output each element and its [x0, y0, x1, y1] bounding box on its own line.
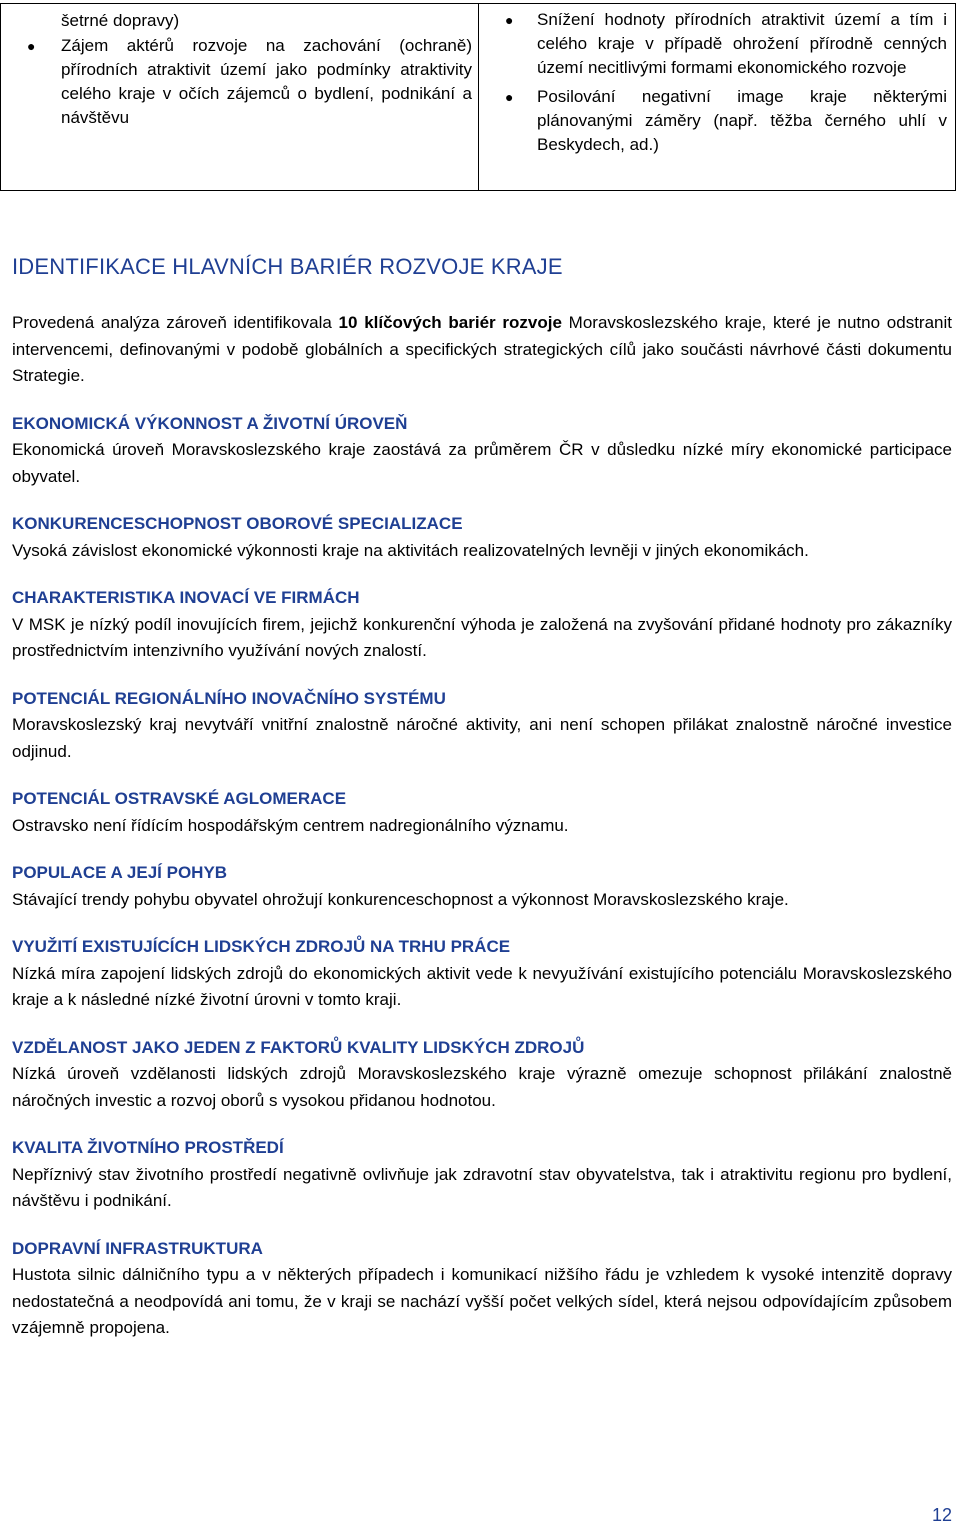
list-item	[489, 85, 947, 157]
section-title: POTENCIÁL REGIONÁLNÍHO INOVAČNÍHO SYSTÉMU	[12, 688, 446, 708]
section-title: KVALITA ŽIVOTNÍHO PROSTŘEDÍ	[12, 1138, 284, 1157]
barrier-section	[12, 786, 952, 839]
barrier-section	[12, 1035, 952, 1115]
section-title: KONKURENCESCHOPNOST OBOROVÉ SPECIALIZACE	[12, 514, 463, 533]
table-right-cell	[479, 4, 955, 190]
section-title: POTENCIÁL OSTRAVSKÉ AGLOMERACE	[12, 789, 347, 808]
section-text: Stávající trendy pohybu obyvatel ohrožují konkurenceschopnost a výkonnost Moravskoslezského kraje.	[12, 889, 789, 909]
bullet-icon: ●	[505, 12, 514, 28]
intro-highlight: 10 klíčových bariér rozvoje	[338, 313, 562, 332]
section-text: Ostravsko není řídícím hospodářským centrem nadregionálního významu.	[12, 815, 569, 835]
section-text: Nepříznivý stav životního prostředí negativně ovlivňuje jak zdravotní stav obyvatelstva, tak i atraktivitu regionu pro bydlení, návštěvu i podnikání.	[12, 1164, 952, 1210]
section-title: VZDĚLANOST JAKO JEDEN Z FAKTORŮ KVALITY LIDSKÝCH ZDROJŮ	[12, 1037, 585, 1057]
section-text: Nízká míra zapojení lidských zdrojů do ekonomických aktivit vede k nevyužívání existujícího potenciálu Moravskoslezského kraje a k následné nízké životní úrovni v tomto kraji.	[12, 963, 952, 1009]
section-title: POPULACE A JEJÍ POHYB	[12, 863, 228, 882]
page-heading: IDENTIFIKACE HLAVNÍCH BARIÉR ROZVOJE KRAJE	[12, 254, 563, 279]
section-text: Ekonomická úroveň Moravskoslezského kraje zaostává za průměrem ČR v důsledku nízké míry ekonomické participace obyvatel.	[12, 440, 952, 486]
barrier-section	[12, 934, 952, 1014]
barrier-section	[12, 511, 952, 564]
barrier-section	[12, 860, 952, 913]
page-number: 12	[931, 1505, 952, 1525]
barrier-section	[12, 1236, 952, 1342]
intro-text-after: Moravskoslezského kraje, které je nutno odstranit intervencemi, definovanými v podobě globálních a specifických strategických cílů jako součásti návrhové části dokumentu Strategie.	[12, 313, 952, 385]
table-left-cell	[1, 4, 479, 190]
barrier-section	[12, 1135, 952, 1215]
swot-table-fragment	[0, 3, 956, 191]
list-item-text: Posilování negativní image kraje některými plánovanými záměry (např. těžba černého uhlí v Beskydech, ad.)	[537, 87, 947, 154]
intro-text-before: Provedená analýza zároveň identifikovala	[12, 313, 339, 332]
section-text: V MSK je nízký podíl inovujících firem, jejichž konkurenční výhoda je založená na zvyšování přidané hodnoty pro zákazníky prostřednictvím intenzivního využívání nových znalostí.	[12, 614, 952, 660]
bullet-icon: ●	[505, 89, 514, 105]
section-title: CHARAKTERISTIKA INOVACÍ VE FIRMÁCH	[12, 588, 360, 607]
list-item-text: Zájem aktérů rozvoje na zachování (ochraně) přírodních atraktivit území jako podmínky atraktivity celého kraje v očích zájemců o bydlení, podnikání a návštěvu	[61, 36, 472, 127]
list-item	[13, 34, 472, 130]
list-item	[489, 8, 947, 80]
barrier-section	[12, 585, 952, 665]
section-text: Nízká úroveň vzdělanosti lidských zdrojů Moravskoslezského kraje výrazně omezuje schopnost přilákání znalostně náročných investic a rozvoj oborů s vysokou přidanou hodnotou.	[12, 1064, 952, 1110]
main-content	[12, 254, 952, 1342]
barrier-section	[12, 411, 952, 491]
bullet-icon: ●	[27, 38, 36, 54]
section-title: EKONOMICKÁ VÝKONNOST A ŽIVOTNÍ ÚROVEŇ	[12, 413, 408, 433]
intro-paragraph	[12, 310, 952, 390]
section-title: VYUŽITÍ EXISTUJÍCÍCH LIDSKÝCH ZDROJŮ NA TRHU PRÁCE	[12, 937, 511, 956]
section-text: Vysoká závislost ekonomické výkonnosti kraje na aktivitách realizovatelných levněji v jiných ekonomikách.	[12, 540, 809, 560]
section-text: Hustota silnic dálničního typu a v některých případech i komunikací nižšího řádu je vzhledem k vysoké intenzitě dopravy nedostatečná a neodpovídá ani tomu, že v kraji se nachází vyšší počet velkých sídel, která nejsou odpovídajícím způsobem vzájemně propojena.	[12, 1265, 952, 1337]
section-title: DOPRAVNÍ INFRASTRUKTURA	[12, 1238, 263, 1258]
barrier-section	[12, 686, 952, 766]
list-item-text: Snížení hodnoty přírodních atraktivit území a tím i celého kraje v případě ohrožení přírodně cenných území necitlivými formami ekonomického rozvoje	[537, 10, 947, 77]
section-text: Moravskoslezský kraj nevytváří vnitřní znalostně náročné aktivity, ani není schopen přilákat znalostně náročné investice odjinud.	[12, 715, 952, 761]
continuation-text: šetrné dopravy)	[61, 11, 180, 30]
